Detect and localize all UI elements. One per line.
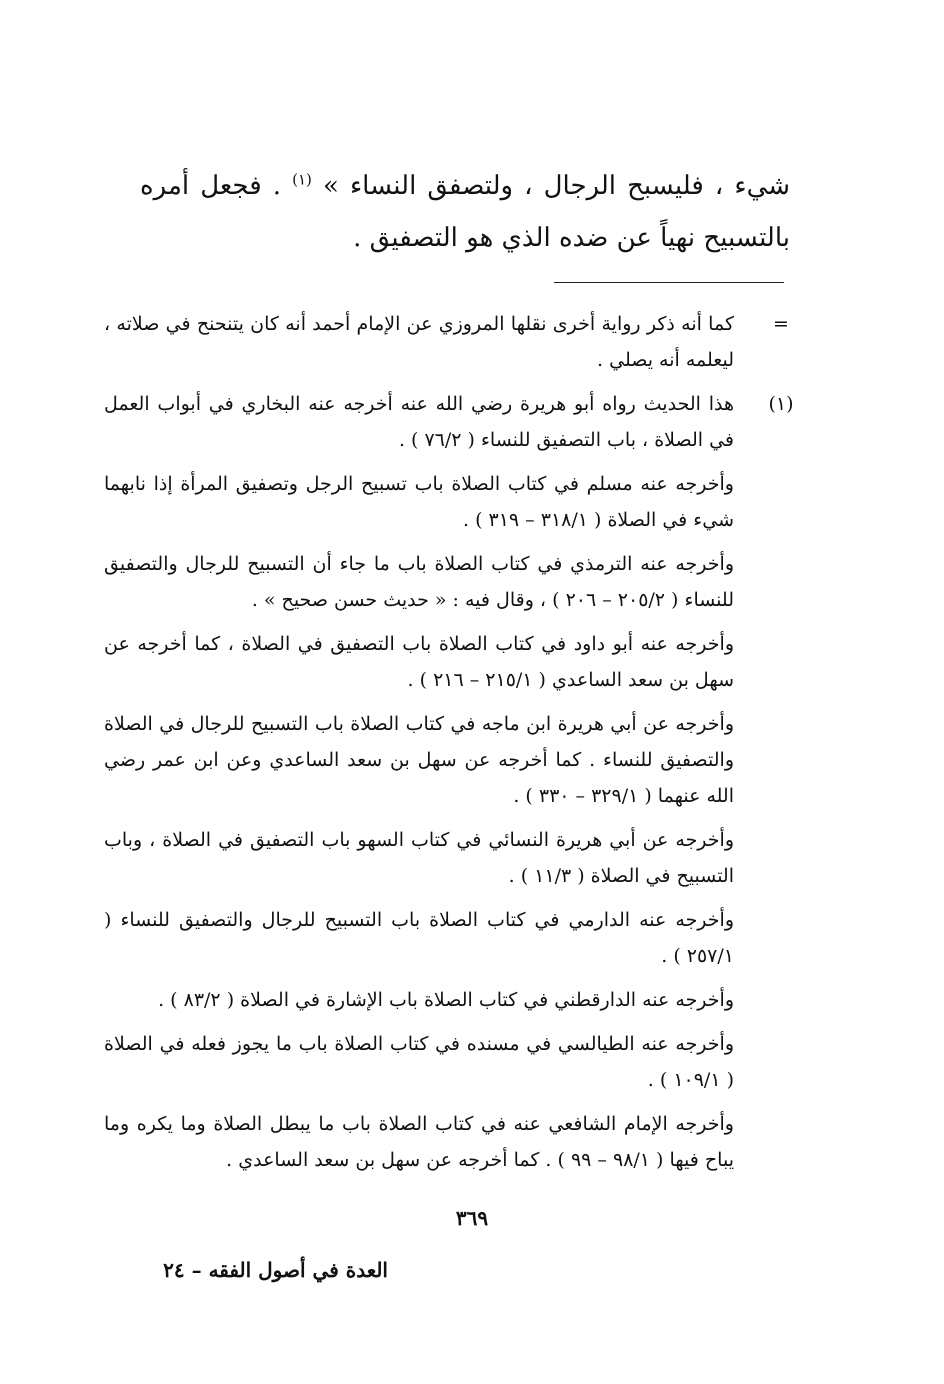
footnote-continuation bbox=[104, 306, 804, 378]
footnote-separator bbox=[554, 282, 784, 283]
footnote-paragraph: وأخرجه الإمام الشافعي عنه في كتاب الصلاة باب ما يبطل الصلاة وما يكره وما يباح فيها ( ٩٨/١ – ٩٩ ) . كما أخرجه عن سهل بن سعد الساعدي . bbox=[104, 1113, 734, 1171]
main-text-part1: شيء ، فليسبح الرجال ، ولتصفق النساء » bbox=[322, 171, 791, 201]
footnote-1-marker: (١) bbox=[768, 393, 794, 415]
book-signature: العدة في أصول الفقه – ٢٤ bbox=[163, 1258, 388, 1282]
continuation-text: كما أنه ذكر رواية أخرى نقلها المروزي عن الإمام أحمد أنه كان يتنحنح في صلاته ، ليعلمه أنه يصلي . bbox=[104, 313, 734, 371]
footnotes-section bbox=[104, 306, 804, 1186]
footnote-paragraph: وأخرجه عن أبي هريرة النسائي في كتاب السهو باب التصفيق في الصلاة ، وباب التسبيح في الصلاة ( ١١/٣ ) . bbox=[104, 829, 734, 887]
footnote-paragraph: وأخرجه عنه الدارقطني في كتاب الصلاة باب الإشارة في الصلاة ( ٨٣/٢ ) . bbox=[158, 989, 734, 1011]
footnote-paragraph: وأخرجه عنه الترمذي في كتاب الصلاة باب ما جاء أن التسبيح للرجال والتصفيق للنساء ( ٢٠٥/٢ – ٢٠٦ ) ، وقال فيه : « حديث حسن صحيح » . bbox=[104, 553, 734, 611]
footnote-paragraph: وأخرجه عن أبي هريرة ابن ماجه في كتاب الصلاة باب التسبيح للرجال في الصلاة والتصفيق للنساء . كما أخرجه عن سهل بن سعد الساعدي وعن ابن عمر رضي الله عنهما ( ٣٢٩/١ – ٣٣٠ ) . bbox=[104, 713, 734, 807]
footnote-reference[interactable]: (١) bbox=[292, 170, 312, 189]
page-number: ٣٦٩ bbox=[455, 1206, 489, 1230]
main-paragraph bbox=[140, 160, 790, 264]
main-text-part2: . فجعل أمره بالتسبيح نهياً عن ضده الذي هو التصفيق . bbox=[140, 171, 790, 253]
footnote-1 bbox=[104, 386, 804, 1178]
footnote-paragraph: هذا الحديث رواه أبو هريرة رضي الله عنه أخرجه عنه البخاري في أبواب العمل في الصلاة ، باب التصفيق للنساء ( ٧٦/٢ ) . bbox=[104, 393, 734, 451]
footnote-paragraph: وأخرجه عنه الدارمي في كتاب الصلاة باب التسبيح للرجال والتصفيق للنساء ( ٢٥٧/١ ) . bbox=[104, 909, 734, 967]
footnote-paragraph: وأخرجه عنه مسلم في كتاب الصلاة باب تسبيح الرجل وتصفيق المرأة إذا نابهما شيء في الصلاة ( ٣١٨/١ – ٣١٩ ) . bbox=[104, 473, 734, 531]
footnote-paragraph: وأخرجه عنه الطيالسي في مسنده في كتاب الصلاة باب ما يجوز فعله في الصلاة ( ١٠٩/١ ) . bbox=[104, 1033, 734, 1091]
continuation-marker: = bbox=[773, 313, 789, 335]
footnote-paragraph: وأخرجه عنه أبو داود في كتاب الصلاة باب التصفيق في الصلاة ، كما أخرجه عن سهل بن سعد الساعدي ( ٢١٥/١ – ٢١٦ ) . bbox=[104, 633, 734, 691]
